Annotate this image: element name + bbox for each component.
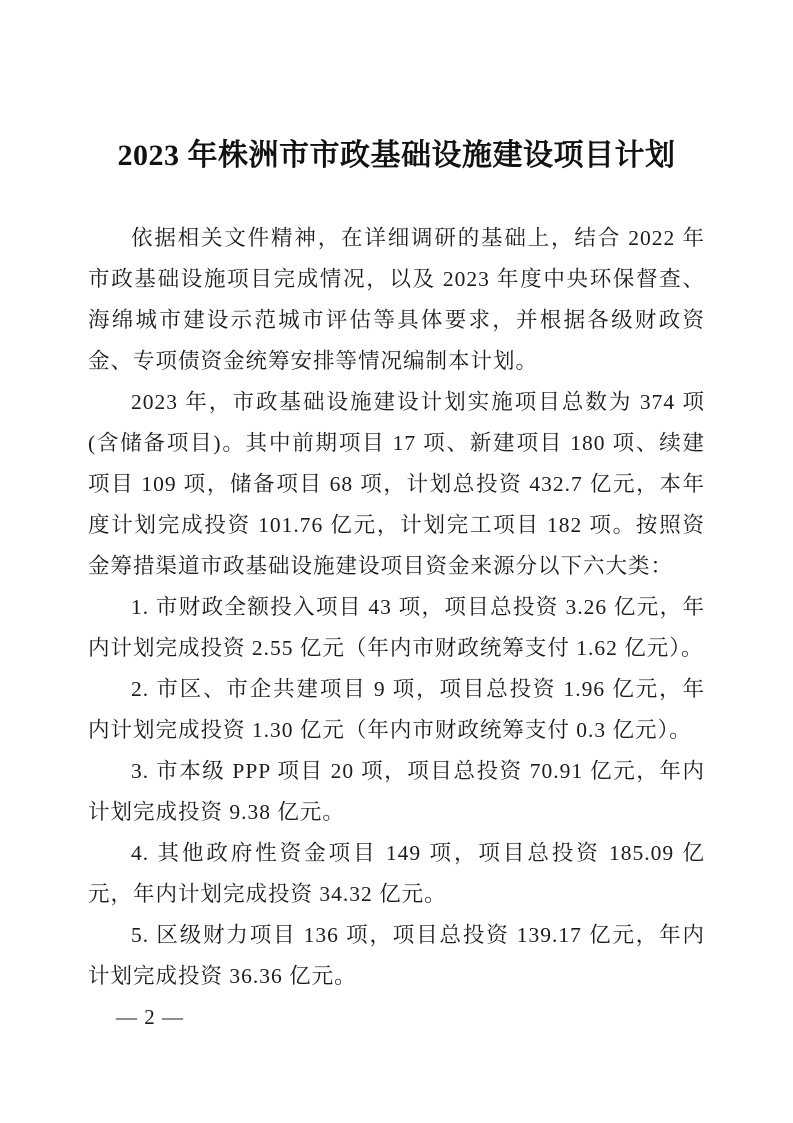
list-item-2: 2. 市区、市企共建项目 9 项，项目总投资 1.96 亿元，年内计划完成投资 1.30 亿元（年内市财政统筹支付 0.3 亿元）。 — [88, 677, 705, 742]
paragraph-intro: 依据相关文件精神，在详细调研的基础上，结合 2022 年市政基础设施项目完成情况，以及 2023 年度中央环保督查、海绵城市建设示范城市评估等具体要求，并根据各级财政资金、专项债资金统筹安排等情况编制本计划。 — [88, 226, 705, 373]
page-number: — 2 — — [116, 1005, 184, 1029]
list-item-3: 3. 市本级 PPP 项目 20 项，项目总投资 70.91 亿元，年内计划完成投资 9.38 亿元。 — [88, 759, 705, 824]
paragraph-summary: 2023 年，市政基础设施建设计划实施项目总数为 374 项(含储备项目)。其中前期项目 17 项、新建项目 180 项、续建项目 109 项，储备项目 68 项，计划总投资 432.7 亿元，本年度计划完成投资 101.76 亿元，计划完工项目 182 项。按照资金筹措渠道市政基础设施建设项目资金来源分以下六大类： — [88, 390, 705, 578]
document-body — [0, 218, 793, 997]
document-title: 2023 年株洲市市政基础设施建设项目计划 — [117, 139, 676, 172]
document-footer — [0, 997, 793, 1038]
list-item-5: 5. 区级财力项目 136 项，项目总投资 139.17 亿元，年内计划完成投资 36.36 亿元。 — [88, 923, 705, 988]
list-item-1: 1. 市财政全额投入项目 43 项，项目总投资 3.26 亿元，年内计划完成投资 2.55 亿元（年内市财政统筹支付 1.62 亿元）。 — [88, 595, 705, 660]
list-item-4: 4. 其他政府性资金项目 149 项，项目总投资 185.09 亿元，年内计划完成投资 34.32 亿元。 — [88, 841, 705, 906]
